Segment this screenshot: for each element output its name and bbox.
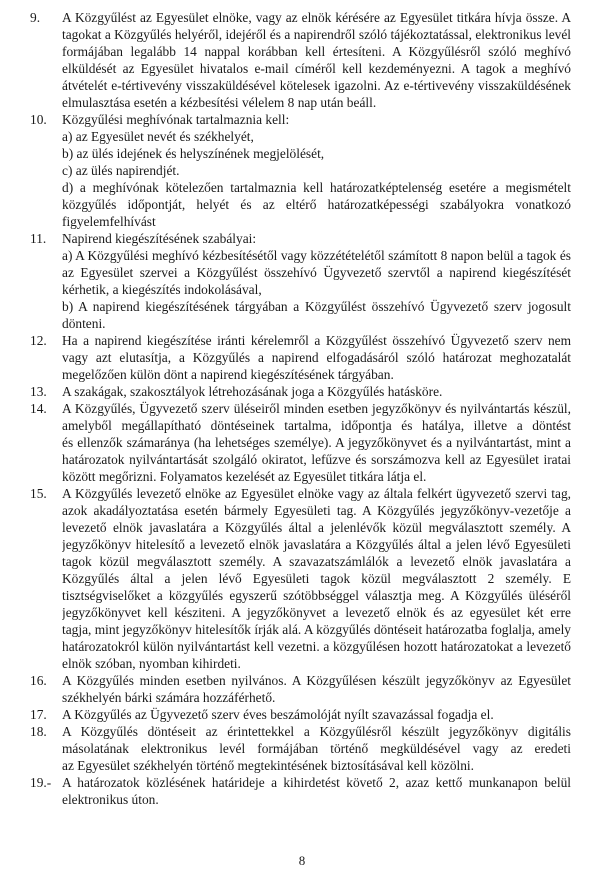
text-line: A Közgyűlés döntéseit az érintettekkel a Közgyűlésről készült jegyzőkönyv digitális [62, 724, 571, 739]
text-line: megelőzően külön dönt a napirend kiegészítésének tárgyában. [62, 367, 394, 382]
text-line: határozatok nyilvántartását szolgáló okiratot, lefűzve és sorszámozva kell az Egyesület iratai [62, 452, 571, 467]
text-line: amelyből megállapítható döntéseinek tartalma, időpontja és hatálya, illetve a döntést [62, 418, 571, 433]
text-line: tisztségviselőket a közgyűlés egyszerű szótöbbséggel választja meg. A Közgyűlés üléséről [62, 588, 571, 603]
paragraph-number: 11. [30, 231, 47, 246]
text-line: között megőrizni. Folyamatos kezelését az Egyesület titkára látja el. [62, 469, 427, 484]
text-line: formájában legalább 14 nappal korábban kell értesíteni. A Közgyűlésről szóló meghívó [62, 44, 571, 59]
paragraph-text [62, 723, 571, 774]
text-line: Napirend kiegészítésének szabályai: [62, 231, 257, 246]
text-line: b) A napirend kiegészítésének tárgyában a Közgyűlést összehívó Ügyvezető szerv jogosult [62, 299, 571, 314]
text-line: figyelemfelhívást [62, 214, 156, 229]
text-line: levezető elnök javaslatára a Közgyűlés által a jelenlévők közül megválasztott személy. A [62, 520, 571, 535]
paragraph-number: 12. [30, 333, 47, 348]
text-line: A Közgyűlés minden esetben nyilvános. A Közgyűlésen készült jegyzőkönyv az Egyesület [62, 673, 571, 688]
text-line: és ellenzők számaránya (ha lehetséges személye). A jegyzőkönyvet és a nyilvántartást, mint a [62, 435, 571, 450]
text-line: A Közgyűlés, Ügyvezető szerv üléseiről minden esetben jegyzőkönyv és nyilvántartás készül, [62, 401, 571, 416]
text-line: dönteni. [62, 316, 106, 331]
paragraph-text [62, 111, 571, 230]
text-line: elnök szóban, nyomban kihirdeti. [62, 656, 241, 671]
text-line: székhelyén bárki számára hozzáférhető. [62, 690, 276, 705]
text-line: jegyzőkönyv hitelesítő a levezető elnök javaslatára a Közgyűlés által a jelen lévő Egyesületi [62, 537, 571, 552]
paragraph-number: 19.- [30, 775, 52, 790]
paragraph-text [62, 400, 571, 485]
text-line: elektronikus úton. [62, 792, 159, 807]
text-line: átvételét e-tértivevény visszaküldésével kötelesek igazolni. Az e-tértivevény visszaküldésének [62, 78, 571, 93]
paragraph-text [62, 332, 571, 383]
text-line: A Közgyűlést az Egyesület elnöke, vagy az elnök kérésére az Egyesület titkára hívja össze. A [62, 10, 571, 25]
text-line: elküldését az Egyesület hivatalos e-mail címéről kell kezdeményezni. A tagok a meghívó [62, 61, 571, 76]
paragraph-number: 9. [30, 10, 41, 25]
text-line: A Közgyűlés levezető elnöke az Egyesület elnöke vagy az általa felkért ügyvezető szervi tag, [62, 486, 571, 501]
page-number: 8 [298, 853, 306, 868]
text-line: A határozatok közlésének határideje a kihirdetést követő 2, azaz kettő munkanapon belül [62, 775, 571, 790]
paragraph-number: 10. [30, 112, 47, 127]
text-line: azok akadályoztatása esetén bármely Egyesületi tag. A Közgyűlés jegyzőkönyv-vezetője a [62, 503, 571, 518]
text-line: elmulasztása esetén a kézbesítési vélelem 8 nap után beáll. [62, 95, 377, 110]
text-line: A szakágak, szakosztályok létrehozásának joga a Közgyűlés hatásköre. [62, 384, 443, 399]
text-line: közgyűlés időpontját, helyét és az eltérő határozatképességi szabályokra vonatkozó [62, 197, 571, 212]
text-line: az Egyesület szervei a Közgyűlést összehívó Ügyvezető szervtől a napirend kiegészítését [62, 265, 571, 280]
text-line: jegyzőkönyvet kell késziteni. A jegyzőkönyvet a levezető elnök és az egyesület két erre [62, 605, 571, 620]
paragraph-number: 18. [30, 724, 47, 739]
paragraph-text [62, 9, 571, 111]
paragraph-number: 16. [30, 673, 47, 688]
paragraph-number: 14. [30, 401, 47, 416]
text-line: Közgyűlés által a jelen lévő Egyesületi tagok közül megválasztott 2 személy. E [62, 571, 571, 586]
paragraph-number: 17. [30, 707, 47, 722]
text-line: d) a meghívónak kötelezően tartalmaznia kell határozatképtelenség esetére a megismételt [62, 180, 571, 195]
text-line: másolatának elektronikus levél formájában történő megküldésével vagy az eredeti [62, 741, 571, 756]
paragraph-text [62, 383, 571, 400]
text-line: Ha a napirend kiegészítése iránti kérelemről a Közgyűlést összehívó Ügyvezető szerv nem [62, 333, 571, 348]
paragraph-text [62, 774, 571, 808]
paragraph-number: 15. [30, 486, 47, 501]
text-line: a) az Egyesület nevét és székhelyét, [62, 129, 254, 144]
text-line: c) az ülés napirendjét. [62, 163, 180, 178]
text-line: a) A Közgyűlési meghívó kézbesítésétől vagy közzétételétől számított 8 napon belül a tagok és [62, 248, 571, 263]
paragraph-text [62, 706, 571, 723]
text-line: b) az ülés idejének és helyszínének megjelölését, [62, 146, 325, 161]
paragraph-text [62, 485, 571, 672]
text-line: határozatokról külön nyilvántartást kell vezetni. a közgyűlésen hozott határozatokat a levezető [62, 639, 571, 654]
text-line: tagokat a Közgyűlés helyéről, idejéről és a napirendről szóló tájékoztatással, elektronikus levél [62, 27, 571, 42]
text-line: A Közgyűlés az Ügyvezető szerv éves beszámolóját nyílt szavazással fogadja el. [62, 707, 494, 722]
text-line: vagy azt elutasítja, a Közgyűlés a napirend elfogadásáról szóló határozat meghozatalát [62, 350, 571, 365]
paragraph-text [62, 230, 571, 332]
text-line: tagok közül megválasztott személy. A szavazatszámlálók a levezető elnök javaslatára a [62, 554, 571, 569]
text-line: kérhetik, a kiegészítés indokolásával, [62, 282, 262, 297]
text-line: Közgyűlési meghívónak tartalmaznia kell: [62, 112, 290, 127]
paragraph-text [62, 672, 571, 706]
paragraph-number: 13. [30, 384, 47, 399]
text-line: tagja, mint jegyzőkönyv hitelesítők írják alá. A közgyűlés döntéseit határozatba foglalja, amely [62, 622, 571, 637]
text-line: az Egyesület székhelyén történő megtekintésének biztosításával kell közölni. [62, 758, 474, 773]
